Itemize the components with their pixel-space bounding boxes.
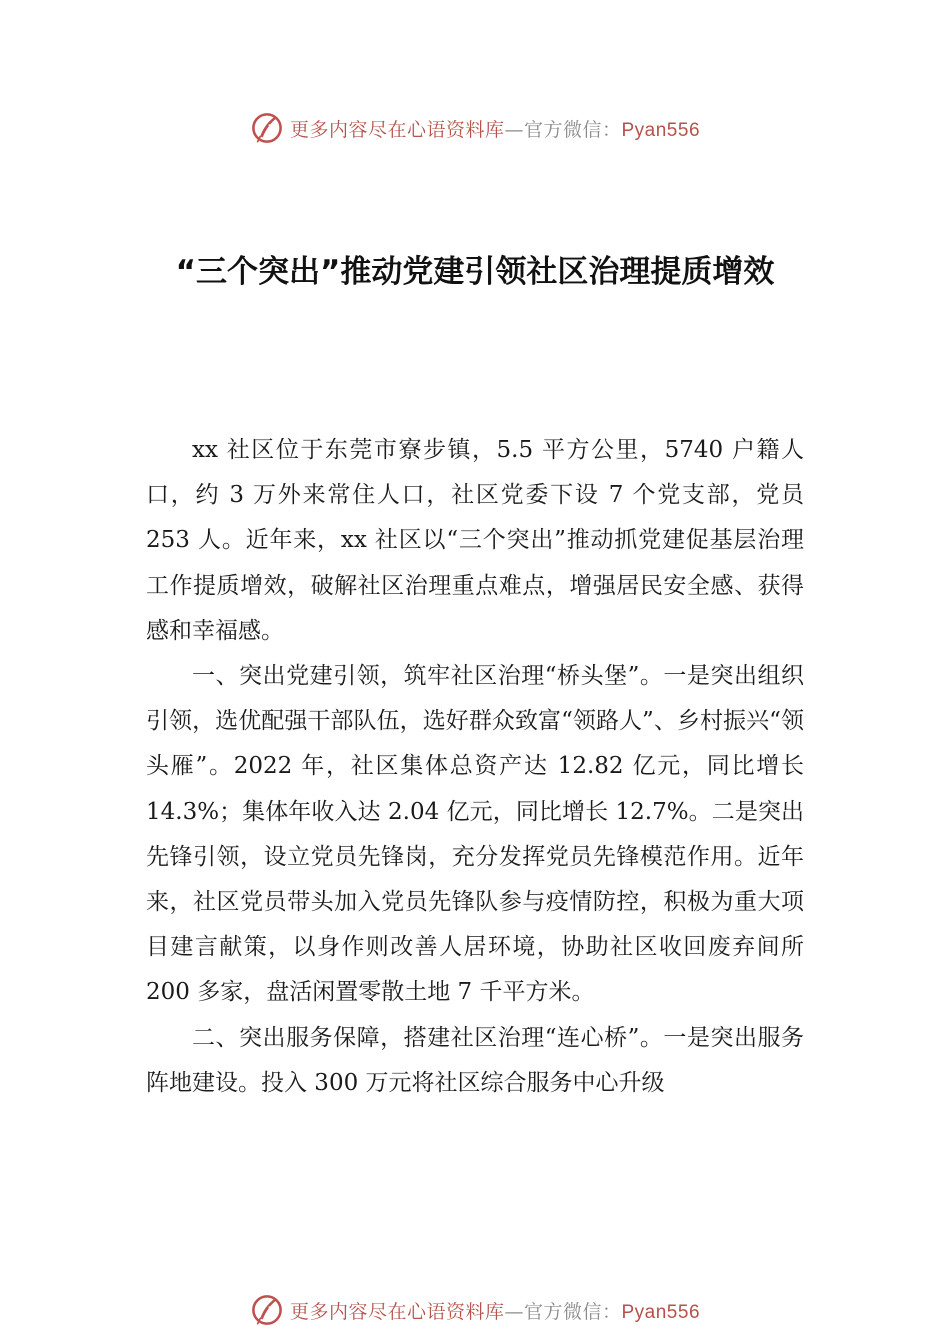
quill-pen-logo-icon — [250, 1293, 284, 1327]
watermark-text — [290, 115, 700, 142]
footer-watermark-banner — [0, 1290, 950, 1330]
header-watermark-banner — [0, 108, 950, 148]
watermark-wechat-id: Pyan556 — [621, 1301, 701, 1323]
watermark-main-text: 更多内容尽在心语资料库 — [289, 1300, 505, 1323]
document-body — [146, 428, 804, 1106]
watermark-wechat-label: 官方微信： — [523, 1300, 622, 1323]
watermark-wechat-id: Pyan556 — [621, 119, 701, 141]
watermark-separator: — — [504, 118, 524, 141]
watermark-wechat-label: 官方微信： — [523, 118, 622, 141]
body-paragraph-3: 二、突出服务保障，搭建社区治理“连心桥”。一是突出服务阵地建设。投入 300 万元将社区综合服务中心升级 — [146, 1024, 804, 1096]
watermark-main-text: 更多内容尽在心语资料库 — [289, 118, 505, 141]
body-paragraph-1: xx 社区位于东莞市寮步镇，5.5 平方公里，5740 户籍人口，约 3 万外来常住人口，社区党委下设 7 个党支部，党员 253 人。近年来，xx 社区以“三个突出”推动抓党建促基层治理工作提质增效，破解社区治理重点难点，增强居民安全感、获得感和幸福感。 — [146, 437, 804, 644]
body-paragraph-2: 一、突出党建引领，筑牢社区治理“桥头堡”。一是突出组织引领，选优配强干部队伍，选好群众致富“领路人”、乡村振兴“领头雁”。2022 年，社区集体总资产达 12.82 亿元，同比增长 14.3%；集体年收入达 2.04 亿元，同比增长 12.7%。二是突出先锋引领，设立党员先锋岗，充分发挥党员先锋模范作用。近年来，社区党员带头加入党员先锋队参与疫情防控，积极为重大项目建言献策，以身作则改善人居环境，协助社区收回废弃间所 200 多家，盘活闲置零散土地 7 千平方米。 — [146, 663, 804, 1006]
document-title: “三个突出”推动党建引领社区治理提质增效 — [175, 254, 775, 290]
quill-pen-logo-icon — [250, 111, 284, 145]
watermark-separator: — — [504, 1300, 524, 1323]
watermark-text — [290, 1297, 700, 1324]
